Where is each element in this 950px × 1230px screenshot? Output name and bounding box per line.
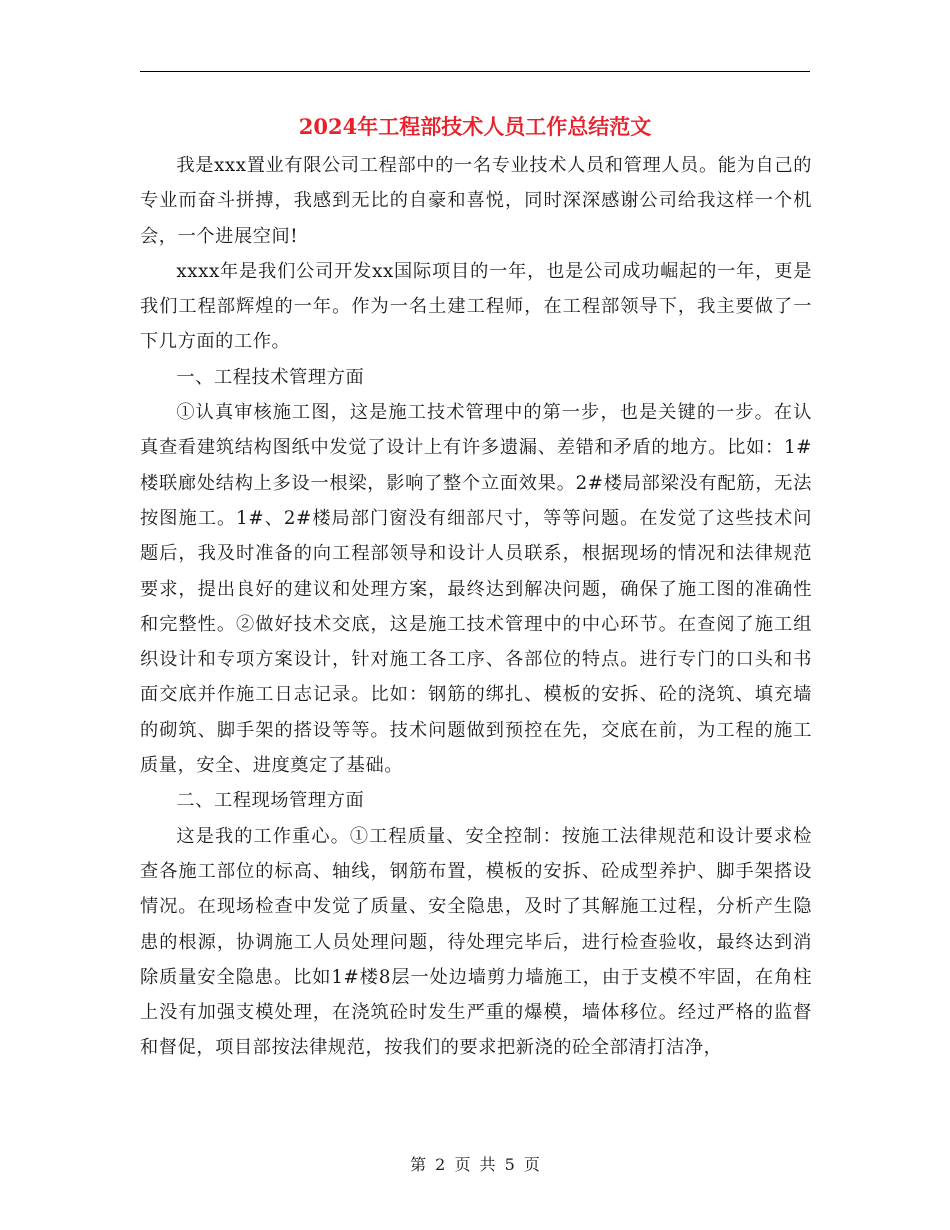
paragraph-site: 这是我的工作重心。①工程质量、安全控制：按施工法律规范和设计要求检查各施工部位的标高、轴线，钢筋布置，模板的安拆、砼成型养护、脚手架搭设情况。在现场检查中发觉了质量、安全隐患，及时了其解施工过程，分析产生隐患的根源，协调施工人员处理问题，待处理完毕后，进行检查验收，最终达到消除质量安全隐患。比如1#楼8层一处边墙剪力墙施工，由于支模不牢固，在角柱上没有加强支模处理，在浇筑砼时发生严重的爆模，墙体移位。经过严格的监督和督促，项目部按法律规范，按我们的要求把新浇的砼全部清打洁净， — [140, 825, 812, 1059]
document-body — [140, 148, 812, 1066]
paragraph-technical: ①认真审核施工图，这是施工技术管理中的第一步，也是关键的一步。在认真查看建筑结构图纸中发觉了设计上有许多遗漏、差错和矛盾的地方。比如：1#楼联廊处结构上多设一根梁，影响了整个立面效果。2#楼局部梁没有配筋，无法按图施工。1#、2#楼局部门窗没有细部尺寸，等等问题。在发觉了这些技术问题后，我及时准备的向工程部领导和设计人员联系，根据现场的情况和法律规范要求，提出良好的建议和处理方案，最终达到解决问题，确保了施工图的准确性和完整性。②做好技术交底，这是施工技术管理中的中心环节。在查阅了施工组织设计和专项方案设计，针对施工各工序、各部位的特点。进行专门的口头和书面交底并作施工日志记录。比如：钢筋的绑扎、模板的安拆、砼的浇筑、填充墙的砌筑、脚手架的搭设等等。技术问题做到预控在先，交底在前，为工程的施工质量，安全、进度奠定了基础。 — [140, 402, 812, 777]
header-rule — [140, 71, 810, 72]
section-heading-technical: 一、工程技术管理方面 — [176, 366, 365, 388]
section-heading-site: 二、工程现场管理方面 — [176, 790, 365, 812]
document-title: 2024年工程部技术人员工作总结范文 — [298, 114, 652, 139]
paragraph-overview: xxxx年是我们公司开发xx国际项目的一年，也是公司成功崛起的一年，更是我们工程部辉煌的一年。作为一名土建工程师，在工程部领导下，我主要做了一下几方面的工作。 — [140, 260, 812, 353]
page-number: 第 2 页 共 5 页 — [410, 1155, 540, 1174]
paragraph-intro: 我是xxx置业有限公司工程部中的一名专业技术人员和管理人员。能为自己的专业而奋斗拼搏，我感到无比的自豪和喜悦，同时深深感谢公司给我这样一个机会，一个进展空间! — [140, 155, 812, 247]
